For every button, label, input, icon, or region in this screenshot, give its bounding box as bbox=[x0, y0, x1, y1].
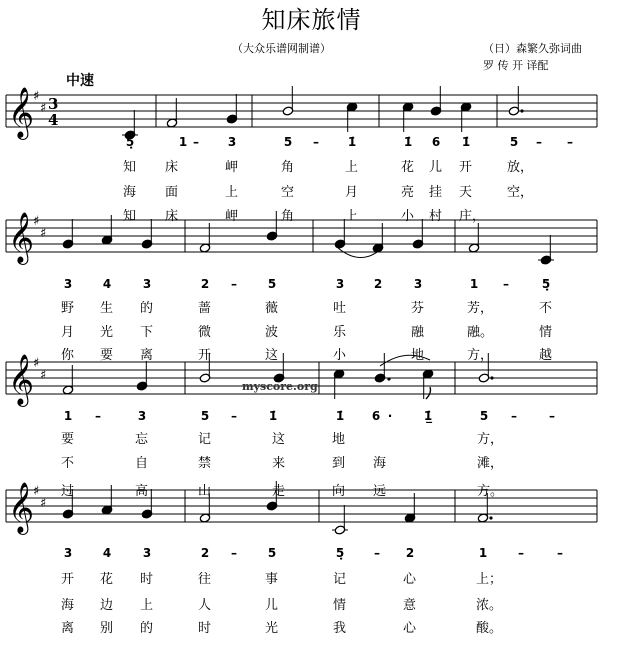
lyric-syllable: 人 bbox=[198, 598, 212, 613]
lyric-syllable: 亮 bbox=[401, 185, 415, 200]
lyric-syllable: 蔷 bbox=[198, 301, 212, 316]
lyric-syllable: 野 bbox=[61, 301, 75, 316]
lyric-syllable: 到 bbox=[332, 456, 346, 471]
jianpu-note: 1 bbox=[469, 277, 479, 291]
sharp-icon: ♯ bbox=[40, 226, 47, 241]
jianpu-note: 3 bbox=[63, 277, 73, 291]
jianpu-note: 2 bbox=[373, 277, 383, 291]
jianpu-note: 5 bbox=[509, 135, 519, 149]
eighth-flag bbox=[426, 387, 431, 399]
sharp-icon: ♯ bbox=[40, 101, 47, 116]
jianpu-note: 2 bbox=[200, 546, 210, 560]
jianpu-note: · bbox=[387, 409, 393, 423]
lyric-syllable: 海 bbox=[373, 456, 387, 471]
lyric-syllable: 的 bbox=[140, 301, 154, 316]
lyric-syllable: 床 bbox=[165, 160, 179, 175]
jianpu-note: – bbox=[193, 135, 199, 149]
lyric-syllable: 知 bbox=[123, 209, 137, 224]
lyric-syllable: 越 bbox=[539, 348, 553, 363]
jianpu-note: 5 bbox=[267, 277, 277, 291]
lyric-syllable: 上； bbox=[476, 572, 503, 587]
lyric-syllable: 开 bbox=[61, 572, 75, 587]
lyric-syllable: 光 bbox=[265, 621, 279, 636]
jianpu-note: 5 bbox=[479, 409, 489, 423]
translator-credit: 罗 传 开 译配 bbox=[483, 59, 549, 72]
lyric-syllable: 别 bbox=[100, 621, 114, 636]
lyric-syllable: 庄， bbox=[459, 209, 486, 224]
publisher-credit: （大众乐谱网制谱） bbox=[232, 42, 331, 55]
jianpu-note: 1 bbox=[178, 135, 188, 149]
lyric-syllable: 的 bbox=[140, 621, 154, 636]
lyric-syllable: 这 bbox=[265, 348, 279, 363]
jianpu-note: 5̣ bbox=[125, 135, 135, 149]
augmentation-dot bbox=[489, 516, 492, 519]
lyric-syllable: 知 bbox=[123, 160, 137, 175]
lyric-syllable: 我 bbox=[333, 621, 347, 636]
lyric-syllable: 角 bbox=[281, 160, 295, 175]
treble-clef-icon: 𝄞 bbox=[8, 354, 35, 405]
jianpu-note: 1̇ bbox=[347, 135, 357, 149]
lyric-syllable: 不 bbox=[61, 456, 75, 471]
jianpu-note: 4 bbox=[102, 277, 112, 291]
lyric-syllable: 向 bbox=[332, 484, 346, 499]
lyric-syllable: 时 bbox=[198, 621, 212, 636]
jianpu-note: 5 bbox=[283, 135, 293, 149]
sharp-icon: ♯ bbox=[33, 89, 40, 104]
lyric-syllable: 方。 bbox=[477, 484, 504, 499]
jianpu-note: 5̣ bbox=[541, 277, 551, 291]
lyric-syllable: 心 bbox=[403, 572, 417, 587]
lyric-syllable: 情 bbox=[539, 325, 553, 340]
lyric-syllable: 事 bbox=[265, 572, 279, 587]
lyric-syllable: 走 bbox=[272, 484, 286, 499]
lyric-syllable: 薇 bbox=[265, 301, 279, 316]
jianpu-note: – bbox=[518, 546, 524, 560]
lyric-syllable: 吐 bbox=[333, 301, 347, 316]
jianpu-note: 5 bbox=[267, 546, 277, 560]
lyric-syllable: 边 bbox=[100, 598, 114, 613]
lyric-syllable: 岬 bbox=[225, 160, 239, 175]
sharp-icon: ♯ bbox=[40, 368, 47, 383]
time-signature-bottom: 4 bbox=[48, 111, 59, 129]
lyric-syllable: 离 bbox=[140, 348, 154, 363]
jianpu-note: 3 bbox=[227, 135, 237, 149]
lyric-syllable: 上 bbox=[345, 209, 359, 224]
lyric-syllable: 儿 bbox=[265, 598, 279, 613]
augmentation-dot bbox=[520, 109, 523, 112]
composer-credit: （日）森繁久弥词曲 bbox=[483, 42, 582, 55]
lyric-syllable: 开 bbox=[459, 160, 473, 175]
lyric-syllable: 月 bbox=[345, 185, 359, 200]
jianpu-note: 5 bbox=[200, 409, 210, 423]
lyric-syllable: 小 bbox=[333, 348, 347, 363]
lyric-syllable: 波 bbox=[265, 325, 279, 340]
lyric-syllable: 放， bbox=[507, 160, 534, 175]
lyric-syllable: 融。 bbox=[467, 325, 494, 340]
jianpu-note: 3 bbox=[142, 546, 152, 560]
lyric-syllable: 远 bbox=[373, 484, 387, 499]
jianpu-note: 5̣ bbox=[335, 546, 345, 560]
jianpu-note: 4 bbox=[102, 546, 112, 560]
sharp-icon: ♯ bbox=[33, 356, 40, 371]
watermark: myscore.org bbox=[242, 380, 318, 393]
lyric-syllable: 下 bbox=[140, 325, 154, 340]
sharp-icon: ♯ bbox=[33, 214, 40, 229]
lyric-syllable: 你 bbox=[61, 348, 75, 363]
lyric-syllable: 自 bbox=[135, 456, 149, 471]
jianpu-note: 1̇ bbox=[335, 409, 345, 423]
lyric-syllable: 角 bbox=[281, 209, 295, 224]
lyric-syllable: 来 bbox=[272, 456, 286, 471]
lyric-syllable: 滩， bbox=[477, 456, 504, 471]
lyric-syllable: 空， bbox=[507, 185, 534, 200]
jianpu-note: – bbox=[549, 409, 555, 423]
jianpu-note: – bbox=[374, 546, 380, 560]
lyric-syllable: 要 bbox=[100, 348, 114, 363]
lyric-syllable: 浓。 bbox=[476, 598, 503, 613]
jianpu-note: 1 bbox=[63, 409, 73, 423]
treble-clef-icon: 𝄞 bbox=[8, 212, 35, 263]
jianpu-note: – bbox=[231, 546, 237, 560]
augmentation-dot bbox=[490, 376, 493, 379]
jianpu-note: 2 bbox=[405, 546, 415, 560]
lyric-syllable: 不 bbox=[539, 301, 553, 316]
jianpu-note: – bbox=[231, 409, 237, 423]
lyric-syllable: 融 bbox=[411, 325, 425, 340]
lyric-syllable: 上 bbox=[225, 185, 239, 200]
lyric-syllable: 儿 bbox=[429, 160, 443, 175]
jianpu-note: – bbox=[511, 409, 517, 423]
lyric-syllable: 这 bbox=[272, 432, 286, 447]
lyric-syllable: 意 bbox=[403, 598, 417, 613]
lyric-syllable: 时 bbox=[140, 572, 154, 587]
lyric-syllable: 山 bbox=[198, 484, 212, 499]
sharp-icon: ♯ bbox=[40, 496, 47, 511]
lyric-syllable: 酸。 bbox=[476, 621, 503, 636]
lyric-syllable: 小 bbox=[401, 209, 415, 224]
augmentation-dot bbox=[387, 377, 390, 380]
lyric-syllable: 面 bbox=[165, 185, 179, 200]
jianpu-note: – bbox=[231, 277, 237, 291]
jianpu-note: 3 bbox=[142, 277, 152, 291]
time-signature-top: 3 bbox=[48, 95, 59, 113]
jianpu-note: – bbox=[503, 277, 509, 291]
lyric-syllable: 离 bbox=[61, 621, 75, 636]
jianpu-note: 1̇ bbox=[403, 135, 413, 149]
lyric-syllable: 岬 bbox=[225, 209, 239, 224]
lyric-syllable: 忘 bbox=[135, 432, 149, 447]
lyric-syllable: 芬 bbox=[411, 301, 425, 316]
lyric-syllable: 要 bbox=[61, 432, 75, 447]
sharp-icon: ♯ bbox=[33, 484, 40, 499]
jianpu-note: – bbox=[536, 135, 542, 149]
jianpu-note: 6 bbox=[371, 409, 381, 423]
jianpu-note: 1̲̇ bbox=[423, 409, 433, 423]
jianpu-note: – bbox=[567, 135, 573, 149]
jianpu-note: 3 bbox=[335, 277, 345, 291]
lyric-syllable: 床 bbox=[165, 209, 179, 224]
lyric-syllable: 微 bbox=[198, 325, 212, 340]
jianpu-note: 6 bbox=[431, 135, 441, 149]
lyric-syllable: 乐 bbox=[333, 325, 347, 340]
lyric-syllable: 月 bbox=[61, 325, 75, 340]
tempo-marking: 中速 bbox=[66, 73, 94, 89]
lyric-syllable: 过 bbox=[61, 484, 75, 499]
lyric-syllable: 地 bbox=[411, 348, 425, 363]
lyric-syllable: 花 bbox=[401, 160, 415, 175]
lyric-syllable: 芳， bbox=[467, 301, 494, 316]
jianpu-note: 1̇ bbox=[268, 409, 278, 423]
lyric-syllable: 上 bbox=[140, 598, 154, 613]
lyric-syllable: 地 bbox=[332, 432, 346, 447]
lyric-syllable: 记 bbox=[198, 432, 212, 447]
jianpu-note: – bbox=[313, 135, 319, 149]
lyric-syllable: 生 bbox=[100, 301, 114, 316]
jianpu-note: 3 bbox=[137, 409, 147, 423]
song-title: 知床旅情 bbox=[261, 6, 362, 34]
treble-clef-icon: 𝄞 bbox=[8, 482, 35, 533]
lyric-syllable: 海 bbox=[61, 598, 75, 613]
lyric-syllable: 村 bbox=[429, 209, 443, 224]
lyric-syllable: 上 bbox=[345, 160, 359, 175]
lyric-syllable: 海 bbox=[123, 185, 137, 200]
lyric-syllable: 禁 bbox=[198, 456, 212, 471]
lyric-syllable: 光 bbox=[100, 325, 114, 340]
lyric-syllable: 空 bbox=[281, 185, 295, 200]
lyric-syllable: 高 bbox=[135, 484, 149, 499]
lyric-syllable: 方， bbox=[477, 432, 504, 447]
lyric-syllable: 记 bbox=[333, 572, 347, 587]
lyric-syllable: 花 bbox=[100, 572, 114, 587]
lyric-syllable: 往 bbox=[198, 572, 212, 587]
lyric-syllable: 情 bbox=[333, 598, 347, 613]
lyric-syllable: 方， bbox=[467, 348, 494, 363]
treble-clef-icon: 𝄞 bbox=[8, 87, 35, 138]
lyric-syllable: 挂 bbox=[429, 185, 443, 200]
lyric-syllable: 心 bbox=[403, 621, 417, 636]
jianpu-note: 3 bbox=[63, 546, 73, 560]
lyric-syllable: 开 bbox=[198, 348, 212, 363]
jianpu-note: 1 bbox=[478, 546, 488, 560]
jianpu-note: – bbox=[95, 409, 101, 423]
jianpu-note: 2 bbox=[200, 277, 210, 291]
jianpu-note: – bbox=[557, 546, 563, 560]
lyric-syllable: 天 bbox=[459, 185, 473, 200]
jianpu-note: 3 bbox=[413, 277, 423, 291]
jianpu-note: 1̇ bbox=[461, 135, 471, 149]
